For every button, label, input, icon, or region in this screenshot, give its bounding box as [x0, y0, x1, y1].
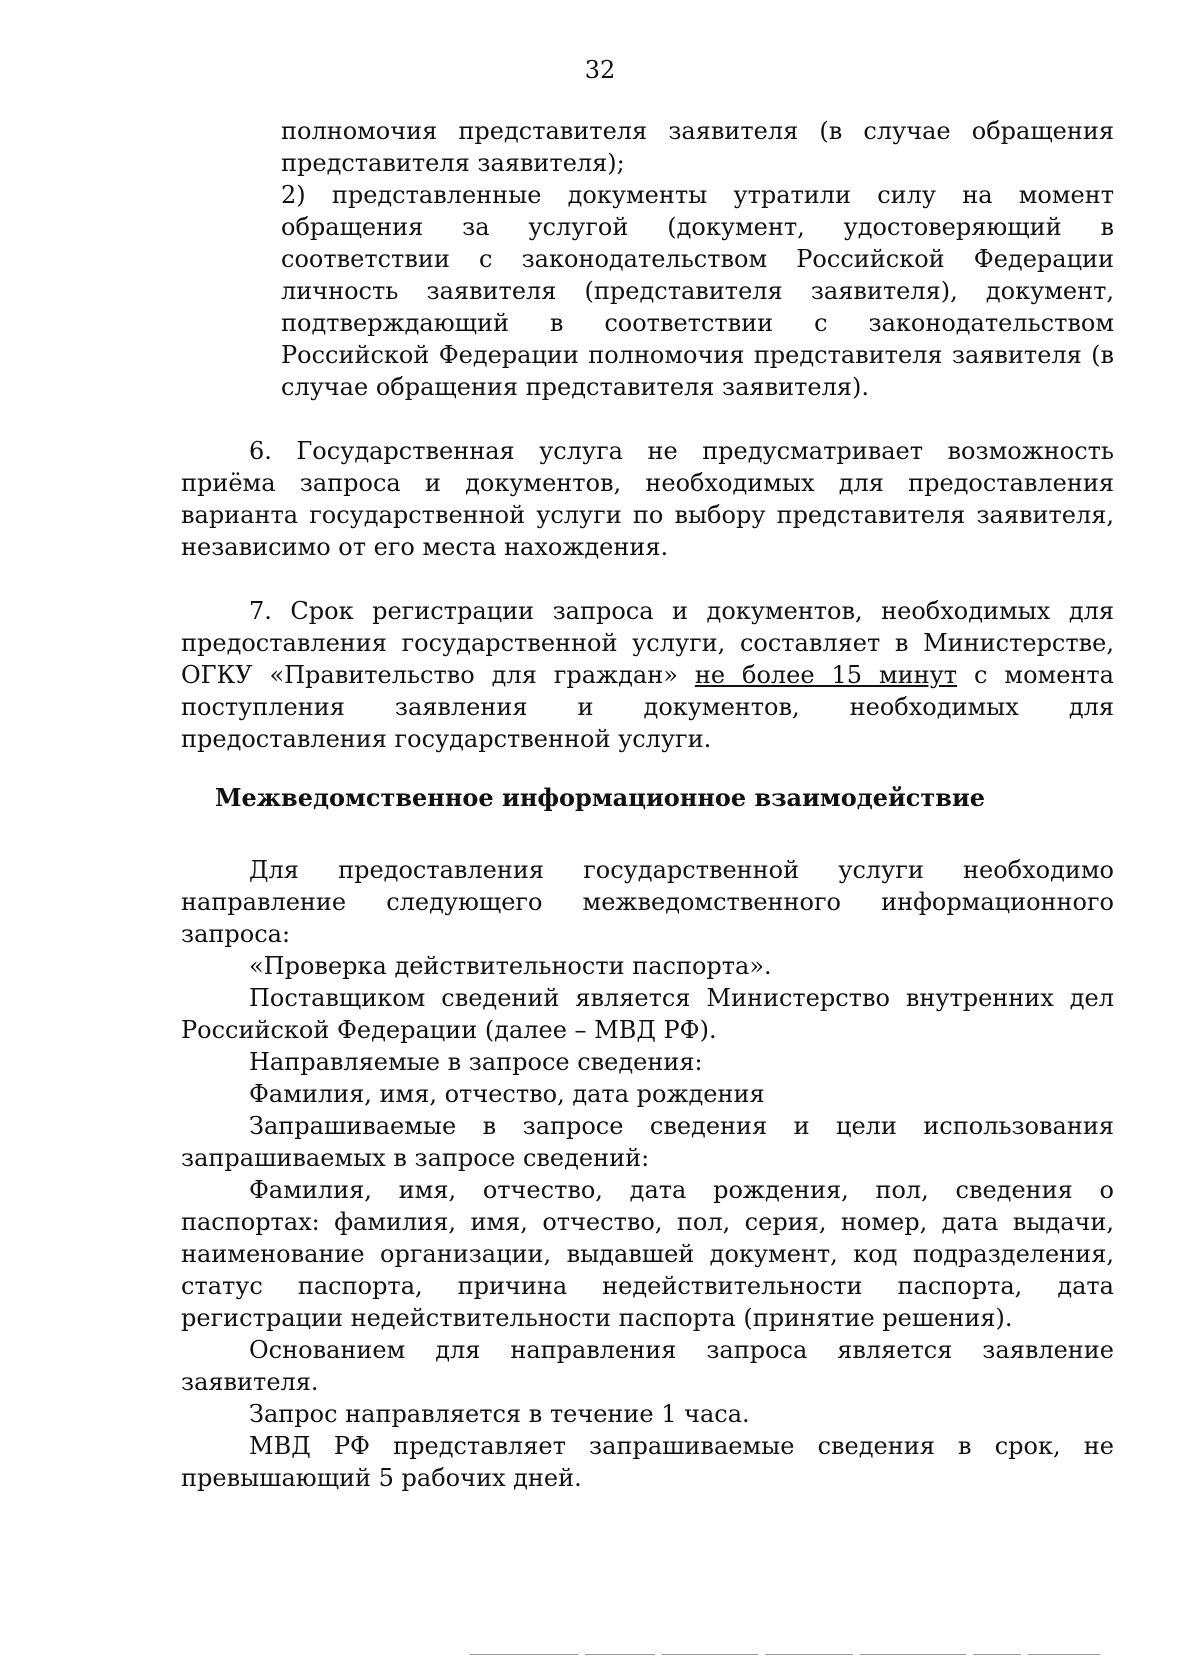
sublist-item-2: 2) представленные документы утратили силу на момент обращения за услугой (документ, удостоверяющий в соответствии с законодательством Российской Федерации личность заявителя (представителя заявителя), документ, подтверждающий в соответствии с законодательством Российской Федерации полномочия представителя заявителя (в случае обращения представителя заявителя). — [281, 181, 1114, 401]
paragraph-6: 6. Государственная услуга не предусматривает возможность приёма запроса и документов, необходимых для предоставления варианта государственной услуги по выбору представителя заявителя, независимо от его места нахождения. — [181, 437, 1114, 561]
scan-artifact-line — [860, 1654, 966, 1655]
interagency-request-name: «Проверка действительности паспорта». — [249, 952, 772, 980]
interagency-block — [181, 854, 1114, 1494]
interagency-provider: Поставщиком сведений является Министерство внутренних дел Российской Федерации (далее – МВД РФ). — [181, 984, 1114, 1044]
interagency-sent-value: Фамилия, имя, отчество, дата рождения — [249, 1080, 765, 1108]
scan-artifact-line — [585, 1654, 655, 1655]
scan-artifact-line — [765, 1654, 853, 1655]
section-heading: Межведомственное информационное взаимодействие — [214, 783, 986, 812]
interagency-intro: Для предоставления государственной услуги необходимо направление следующего межведомственного информационного запроса: — [181, 856, 1114, 948]
interagency-sent-label: Направляемые в запросе сведения: — [249, 1048, 703, 1076]
page-number: 32 — [584, 56, 616, 84]
scan-artifact-line — [470, 1654, 578, 1655]
interagency-basis: Основанием для направления запроса является заявление заявителя. — [181, 1336, 1114, 1396]
paragraph-6-block — [181, 435, 1114, 563]
interagency-deadline: МВД РФ представляет запрашиваемые сведения в срок, не превышающий 5 рабочих дней. — [181, 1432, 1114, 1492]
paragraph-7 — [181, 595, 1114, 755]
scan-artifact-line — [662, 1654, 758, 1655]
interagency-timing: Запрос направляется в течение 1 часа. — [249, 1400, 750, 1428]
paragraph-7-text-after: с момента поступления заявления и документов, необходимых для предоставления государственной услуги. — [181, 661, 1114, 753]
paragraph-7-deadline-underlined: не более 15 минут — [694, 661, 958, 689]
scan-artifact-line — [973, 1654, 1021, 1655]
paragraph-7-text-before: 7. Срок регистрации запроса и документов, необходимых для предоставления государственной услуги, составляет в Министерстве, ОГКУ «Правительство для граждан» — [181, 597, 1114, 689]
sublist-continuation: полномочия представителя заявителя (в случае обращения представителя заявителя); — [281, 117, 1114, 177]
scan-artifact-line — [1028, 1654, 1100, 1655]
paragraph-7-block — [181, 595, 1114, 755]
interagency-requested-label: Запрашиваемые в запросе сведения и цели использования запрашиваемых в запросе сведений: — [181, 1112, 1114, 1172]
sublist-block — [281, 115, 1114, 403]
interagency-requested-value: Фамилия, имя, отчество, дата рождения, пол, сведения о паспортах: фамилия, имя, отчество, пол, серия, номер, дата выдачи, наименование организации, выдавшей документ, код подразделения, статус паспорта, причина недействительности паспорта, дата регистрации недействительности паспорта (принятие решения). — [181, 1176, 1114, 1332]
